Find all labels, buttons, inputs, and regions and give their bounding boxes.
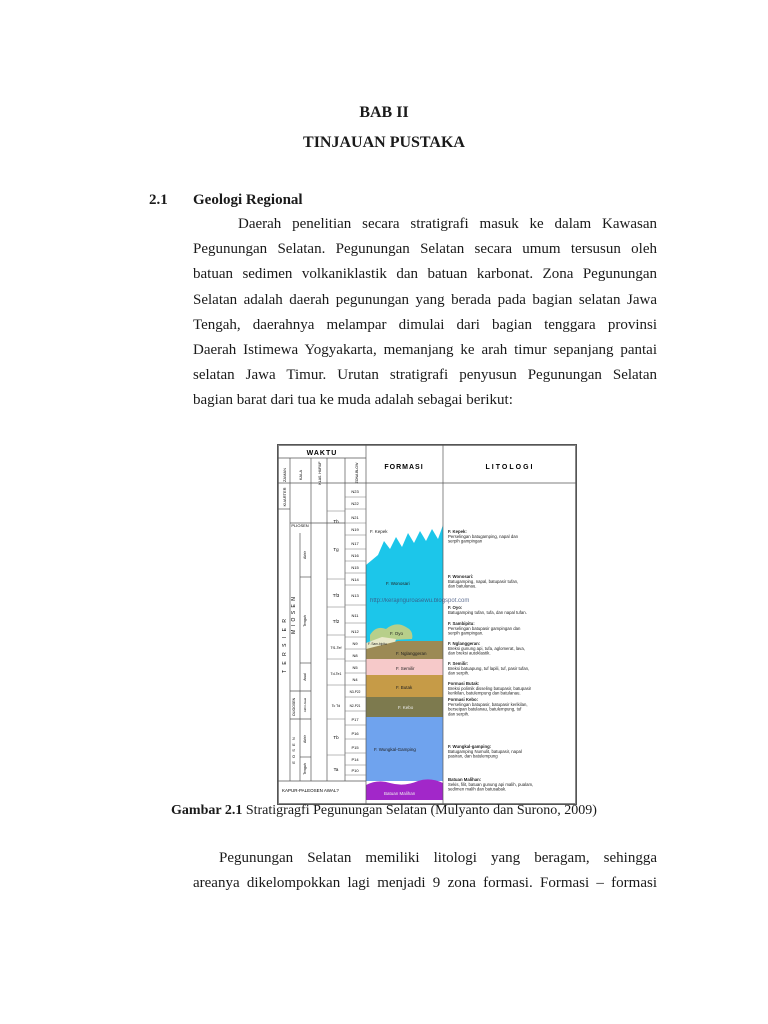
klas-label: Ta <box>333 767 339 772</box>
litologi-column <box>448 529 533 792</box>
litologi-desc: Batugamping Numulit, batupasir, napal <box>448 748 522 754</box>
label-kuarter: KUARTER <box>282 487 287 507</box>
kala-tengah: Tengah <box>303 615 307 627</box>
paragraph-line: Daerah Istimewa Yogyakarta, memanjang ke arah timur sepanjang pantai <box>193 341 657 358</box>
label-pliosen: PLIOSEN <box>291 523 309 528</box>
header-zona: ZONA BLOW <box>355 462 359 484</box>
header-klas: KLAS. HURUF <box>318 461 322 485</box>
paragraph-line: Tengah, daerahnya melampar dimulai dari bagian tenggara provinsi <box>193 316 657 333</box>
zone-label: N15 <box>351 565 359 570</box>
label-miosen: M I O S E N <box>291 596 297 634</box>
klas-label: Tf2 <box>332 619 340 624</box>
section-title: Geologi Regional <box>193 192 303 208</box>
zone-label: N17 <box>351 541 359 546</box>
label-tersier: T E R S I E R <box>282 617 288 673</box>
zone-label: P17 <box>351 717 359 722</box>
formation-label: F. Butak <box>396 685 413 690</box>
paragraph-line: batuan sedimen volkaniklastik dan batuan karbonat. Zona Pegunungan <box>193 266 657 283</box>
paragraph-line: bagian barat dari tua ke muda adalah sebagai berikut: <box>193 392 513 409</box>
zone-label: N23 <box>351 489 359 494</box>
litologi-name: Formasi Kebo: <box>448 697 479 702</box>
zone-label: N14 <box>351 577 359 582</box>
zone-label: P14 <box>351 757 359 762</box>
kala-eosen-tengah: Tengah <box>303 763 307 775</box>
header-litologi: LITOLOGI <box>485 464 535 471</box>
formation-label: F. Semilir <box>396 666 415 671</box>
formation-label: F. Sam-bipitu <box>368 642 387 646</box>
header-kala: KALA <box>298 469 303 481</box>
chapter-title: TINJAUAN PUSTAKA <box>303 134 465 151</box>
litologi-name: F. Oyo: <box>448 605 463 610</box>
klas-label: Th <box>333 519 339 524</box>
zone-label: P16 <box>351 731 359 736</box>
paragraph-line: Pegunungan Selatan memiliki litologi yang beragam, sehingga <box>219 850 657 866</box>
figure-caption <box>0 803 768 819</box>
litologi-desc: sedimen malih dan batusabak. <box>448 786 507 792</box>
litologi-desc: dan batulanau. <box>448 583 477 589</box>
label-oligosen: OLIGOSEN <box>292 697 296 717</box>
zone-label: N19 <box>351 527 359 532</box>
paragraph-line: Daerah penelitian secara stratigrafi masuk ke dalam Kawasan <box>238 216 657 232</box>
zone-label: N5 <box>352 665 358 670</box>
litologi-name: F. Wungkal-gamping: <box>448 744 492 749</box>
litologi-desc: dan serpih. <box>448 711 470 717</box>
chapter-number: BAB II <box>359 104 409 121</box>
klas-label: Tb <box>333 735 339 740</box>
formation-label: F. Oyo <box>390 631 404 636</box>
formation-label: F. Kepek <box>370 529 388 534</box>
litologi-name: Formasi Butak: <box>448 681 480 686</box>
zone-label: N12 <box>351 629 359 634</box>
paragraph-1 <box>193 212 657 414</box>
litologi-desc: dan breksi autoklastik. <box>448 650 491 656</box>
litologi-desc: Breksi polimik disseling batupasir, batupasir <box>448 685 532 691</box>
klas-label: Tg <box>333 547 339 552</box>
klas-label: Td-Te1 <box>330 672 342 676</box>
caption-text: Stratigragfi Pegunungan Selatan (Mulyanto dan Surono, 2009) <box>242 803 597 818</box>
klas-label: Tf1-Tef <box>330 646 342 650</box>
zone-label: N2-P21 <box>349 704 361 708</box>
paragraph-line: Pegunungan Selatan. Pegunungan Selatan secara umum tersusun oleh <box>193 241 657 258</box>
zone-label: N16 <box>351 553 359 558</box>
kala-akhir: Akhir <box>303 551 307 559</box>
litologi-desc: Breksi gunung api, tufa, aglomerat, lava, <box>448 645 525 651</box>
zone-grid <box>327 497 366 775</box>
caption-label: Gambar 2.1 <box>171 803 243 818</box>
klas-label: Tf3 <box>332 593 340 598</box>
header-formasi: FORMASI <box>384 464 424 471</box>
paragraph-line: areanya dikelompokkan lagi menjadi 9 zona formasi. Formasi – formasi <box>193 875 657 892</box>
zone-label: N22 <box>351 501 359 506</box>
litologi-name: F. Kepek: <box>448 529 467 534</box>
zone-label: N11 <box>351 613 359 618</box>
header-zaman: ZAMAN <box>282 468 287 482</box>
zone-label: N8 <box>352 653 358 658</box>
litologi-desc: Perselingan batugamping, napal dan <box>448 533 518 539</box>
litologi-desc: Batugamping, napal, batupasir tufan, <box>448 578 519 584</box>
litologi-name: F. Wonosari: <box>448 574 474 579</box>
watermark: http://kerajinguroasewu.blogspot.com <box>370 598 470 604</box>
zone-label: N4 <box>352 677 358 682</box>
paragraph-line: Selatan adalah daerah pegunungan yang berada pada bagian selatan Jawa <box>193 291 657 308</box>
paragraph-2 <box>193 846 657 896</box>
label-kapur: KAPUR-PALEOSEN AWAL? <box>282 788 339 793</box>
litologi-name: F. Sambipitu: <box>448 621 475 626</box>
litologi-name: Batuan Malihan: <box>448 777 482 782</box>
kala-eosen-akhir: Akhir <box>303 735 307 743</box>
litologi-desc: Perselingan batupasir, batupasir kerikilan, <box>448 701 528 707</box>
zone-label: N21 <box>351 515 359 520</box>
kala-awal: Awal <box>303 673 307 681</box>
formation-label: F. Wonosari <box>386 581 410 586</box>
litologi-desc: Perselingan batupasir gampingan dan <box>448 625 521 631</box>
litologi-desc: serpih gampingan. <box>448 630 484 636</box>
litologi-desc: berseipan batulanau, batulempung, tuf <box>448 706 522 712</box>
zone-label: N3-P22 <box>349 690 361 694</box>
zone-label: P10 <box>351 768 359 773</box>
kala-akhir-awal: Akhir-Awal <box>303 697 307 713</box>
litologi-desc: dan serpih. <box>448 670 470 676</box>
litologi-name: F. Semilir: <box>448 661 469 666</box>
litologi-desc: serpih gampingan <box>448 538 483 544</box>
zone-label: P15 <box>351 745 359 750</box>
paragraph-line: selatan Jawa Timur. Urutan stratigrafi penyusun Pegunungan Selatan <box>193 367 657 384</box>
zone-label: N13 <box>351 593 359 598</box>
header-waktu: WAKTU <box>306 450 338 457</box>
litologi-desc: pasiran, dan batulempung <box>448 753 498 759</box>
formation-label: F. Kebo <box>398 705 414 710</box>
klas-label: Tc Td <box>331 704 341 708</box>
layer-malihan <box>366 779 443 800</box>
section-number: 2.1 <box>149 192 168 208</box>
label-eosen: E O S E N <box>291 736 296 764</box>
zone-label: N9 <box>352 641 358 646</box>
litologi-name: F. Nglanggeran: <box>448 641 481 646</box>
litologi-desc: Batugamping tufan, tufa, dan napal tufan. <box>448 609 527 615</box>
stratigraphy-figure <box>277 444 577 805</box>
litologi-desc: Sekis, filit, batuan gunung api malih, pualam, <box>448 781 534 787</box>
litologi-desc: kerikilan, batulempung dan batulanau. <box>448 690 521 696</box>
formation-label: Batuan Malihan <box>384 791 416 796</box>
formation-label: F. Wungkal-Gamping <box>374 747 416 752</box>
formation-label: F. Nglanggeran <box>396 651 427 656</box>
litologi-desc: Breksi batuapung, tuf lapili, tuf, pasir tufan, <box>448 665 530 671</box>
